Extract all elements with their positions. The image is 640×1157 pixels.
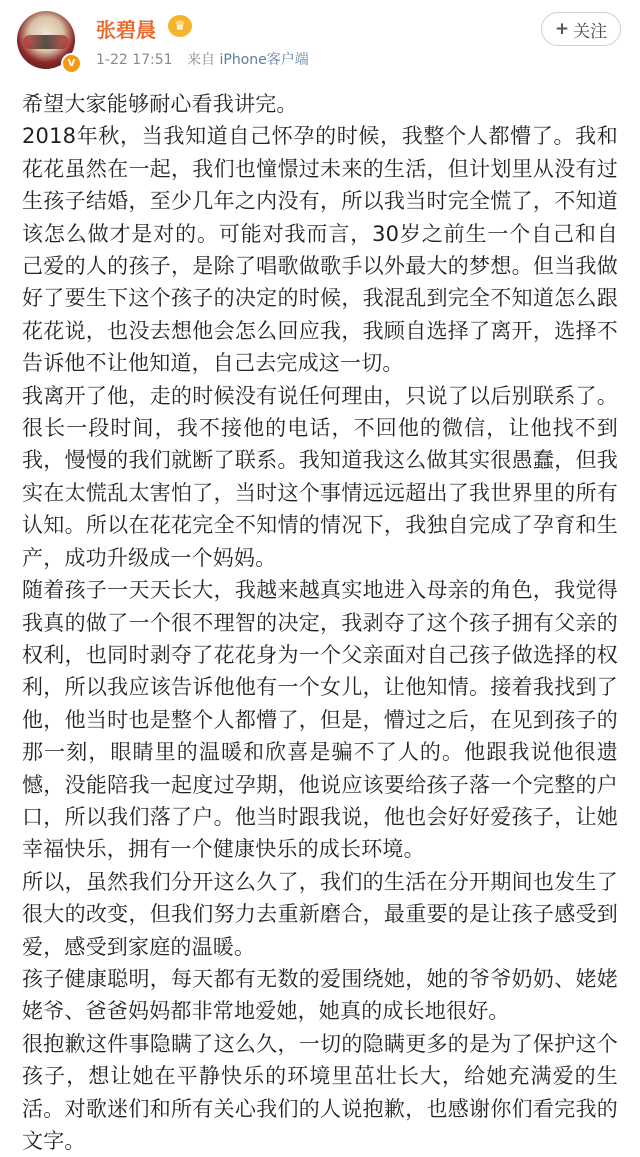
plus-icon: + bbox=[554, 19, 570, 39]
post-time: 1-22 17:51 bbox=[96, 52, 173, 68]
post-meta bbox=[96, 49, 309, 69]
avatar-artwork bbox=[23, 35, 69, 49]
post-body bbox=[0, 88, 640, 1157]
post-paragraph: 孩子健康聪明，每天都有无数的爱围绕她，她的爷爷奶奶、姥姥姥爷、爸爸妈妈都非常地爱她，她真的成长地很好。 bbox=[22, 966, 618, 1024]
post-paragraph: 2018年秋，当我知道自己怀孕的时候，我整个人都懵了。我和花花虽然在一起，我们也憧憬过未来的生活，但计划里从没有过生孩子结婚，至少几年之内没有，所以我当时完全慌了，不知道该怎么做才是对的。可能对我而言，30岁之前生一个自己和自己爱的人的孩子，是除了唱歌做歌手以外最大的梦想。但当我做好了要生下这个孩子的决定的时候，我混乱到完全不知道怎么跟花花说，也没去想他会怎么回应我，我顾自选择了离开，选择不告诉他不让他知道，自己去完成这一切。 bbox=[22, 124, 618, 376]
post-paragraph: 所以，虽然我们分开这么久了，我们的生活在分开期间也发生了很大的改变，但我们努力去重新磨合，最重要的是让孩子感受到爱，感受到家庭的温暖。 bbox=[22, 869, 618, 959]
verified-badge-icon: V bbox=[61, 53, 82, 74]
post-paragraph: 希望大家能够耐心看我讲完。 bbox=[22, 92, 298, 116]
post-header bbox=[0, 0, 640, 84]
username[interactable]: 张碧晨 bbox=[96, 18, 156, 42]
follow-label: 关注 bbox=[573, 21, 608, 42]
follow-button[interactable] bbox=[541, 12, 621, 46]
post-paragraph: 很抱歉这件事隐瞒了这么久，一切的隐瞒更多的是为了保护这个孩子，想让她在平静快乐的环境里茁壮长大，给她充满爱的生活。对歌迷们和所有关心我们的人说抱歉，也感谢你们看完我的文字。 bbox=[22, 1031, 618, 1153]
post-paragraph: 我离开了他，走的时候没有说任何理由，只说了以后别联系了。很长一段时间，我不接他的电话，不回他的微信，让他找不到我，慢慢的我们就断了联系。我知道我这么做其实很愚蠢，但我实在太慌乱太害怕了，当时这个事情远远超出了我世界里的所有认知。所以在花花完全不知情的情况下，我独自完成了孕育和生产，成功升级成一个妈妈。 bbox=[22, 383, 618, 570]
crown-badge-icon[interactable]: ♛ bbox=[168, 15, 192, 37]
source-client[interactable]: iPhone客户端 bbox=[219, 52, 309, 68]
post-paragraph: 随着孩子一天天长大，我越来越真实地进入母亲的角色，我觉得我真的做了一个很不理智的决定，我剥夺了这个孩子拥有父亲的权利，也同时剥夺了花花身为一个父亲面对自己孩子做选择的权利，所以我应该告诉他他有一个女儿，让他知情。接着我找到了他，他当时也是整个人都懵了，但是，懵过之后，在见到孩子的那一刻，眼睛里的温暖和欣喜是骗不了人的。他跟我说他很遗憾，没能陪我一起度过孕期，他说应该要给孩子落一个完整的户口，所以我们落了户。他当时跟我说，他也会好好爱孩子，让她幸福快乐，拥有一个健康快乐的成长环境。 bbox=[22, 578, 618, 862]
source-prefix: 来自 bbox=[187, 52, 216, 68]
